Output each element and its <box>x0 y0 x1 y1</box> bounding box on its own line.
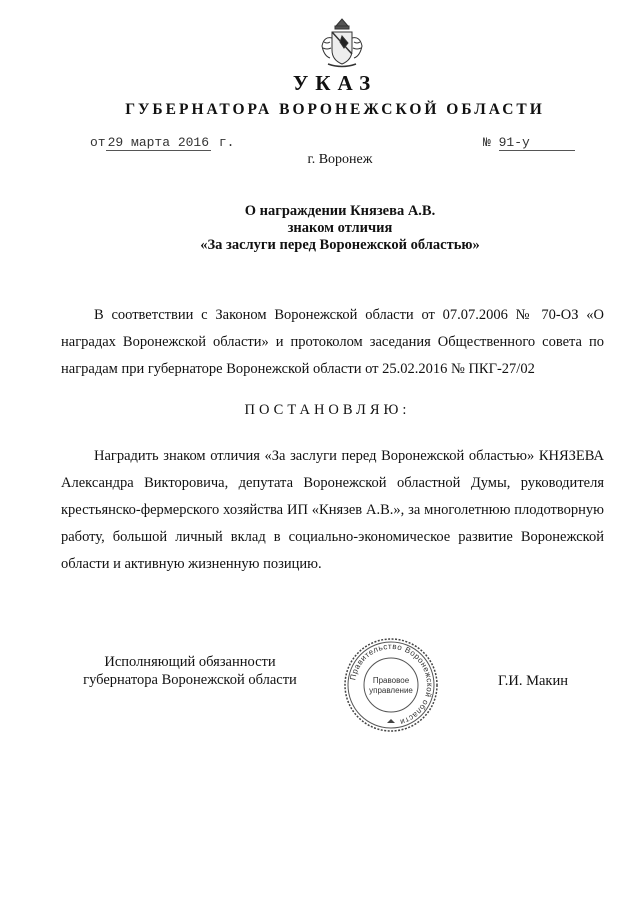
number-prefix: № <box>483 135 491 150</box>
date-value: 29 марта 2016 <box>107 135 210 150</box>
document-heading <box>0 203 640 254</box>
stamp-ring-text: Правительство Воронежской области <box>348 641 435 727</box>
number-value: 91-у <box>499 135 575 151</box>
preamble-paragraph: В соответствии с Законом Воронежской области от 07.07.2006 № 70-ОЗ «О наградах Воронежской области» и протоколом заседания Общественного совета по наградам при губернаторе Воронежской области от 25.02.2016 № ПКГ-27/02 <box>61 307 604 377</box>
official-stamp <box>343 637 439 733</box>
issuer-title: ГУБЕРНАТОРА ВОРОНЕЖСКОЙ ОБЛАСТИ <box>125 101 545 118</box>
date-suffix: г. <box>218 135 235 150</box>
signatory-position <box>80 653 300 689</box>
heading-line-3: «За заслуги перед Воронежской областью» <box>200 237 480 253</box>
document-number-field <box>483 135 575 151</box>
decree-word: ПОСТАНОВЛЯЮ: <box>244 402 411 418</box>
decree-paragraph: Наградить знаком отличия «За заслуги перед Воронежской областью» КНЯЗЕВА Александра Викторовича, депутата Воронежской областной Думы, руководителя крестьянско-фермерского хозяйства ИП «Князев А.В.», за многолетнюю плодотворную работу, большой личный вклад в социально-экономическое развитие Воронежской области и активную жизненную позицию. <box>61 448 604 572</box>
document-type-title: УКАЗ <box>292 71 378 95</box>
signatory-position-line-1: Исполняющий обязанности <box>104 654 276 670</box>
coat-of-arms-emblem <box>318 16 366 70</box>
stamp-center-line-1: Правовое <box>372 676 410 685</box>
heading-line-2: знаком отличия <box>287 220 393 236</box>
city-label: г. Воронеж <box>307 152 373 167</box>
signatory-name: Г.И. Макин <box>498 673 568 689</box>
heading-line-1: О награждении Князева А.В. <box>244 203 436 219</box>
date-field <box>90 135 234 151</box>
stamp-center-line-2: управление <box>369 686 413 695</box>
signatory-position-line-2: губернатора Воронежской области <box>83 672 297 688</box>
date-prefix: от <box>90 135 106 150</box>
